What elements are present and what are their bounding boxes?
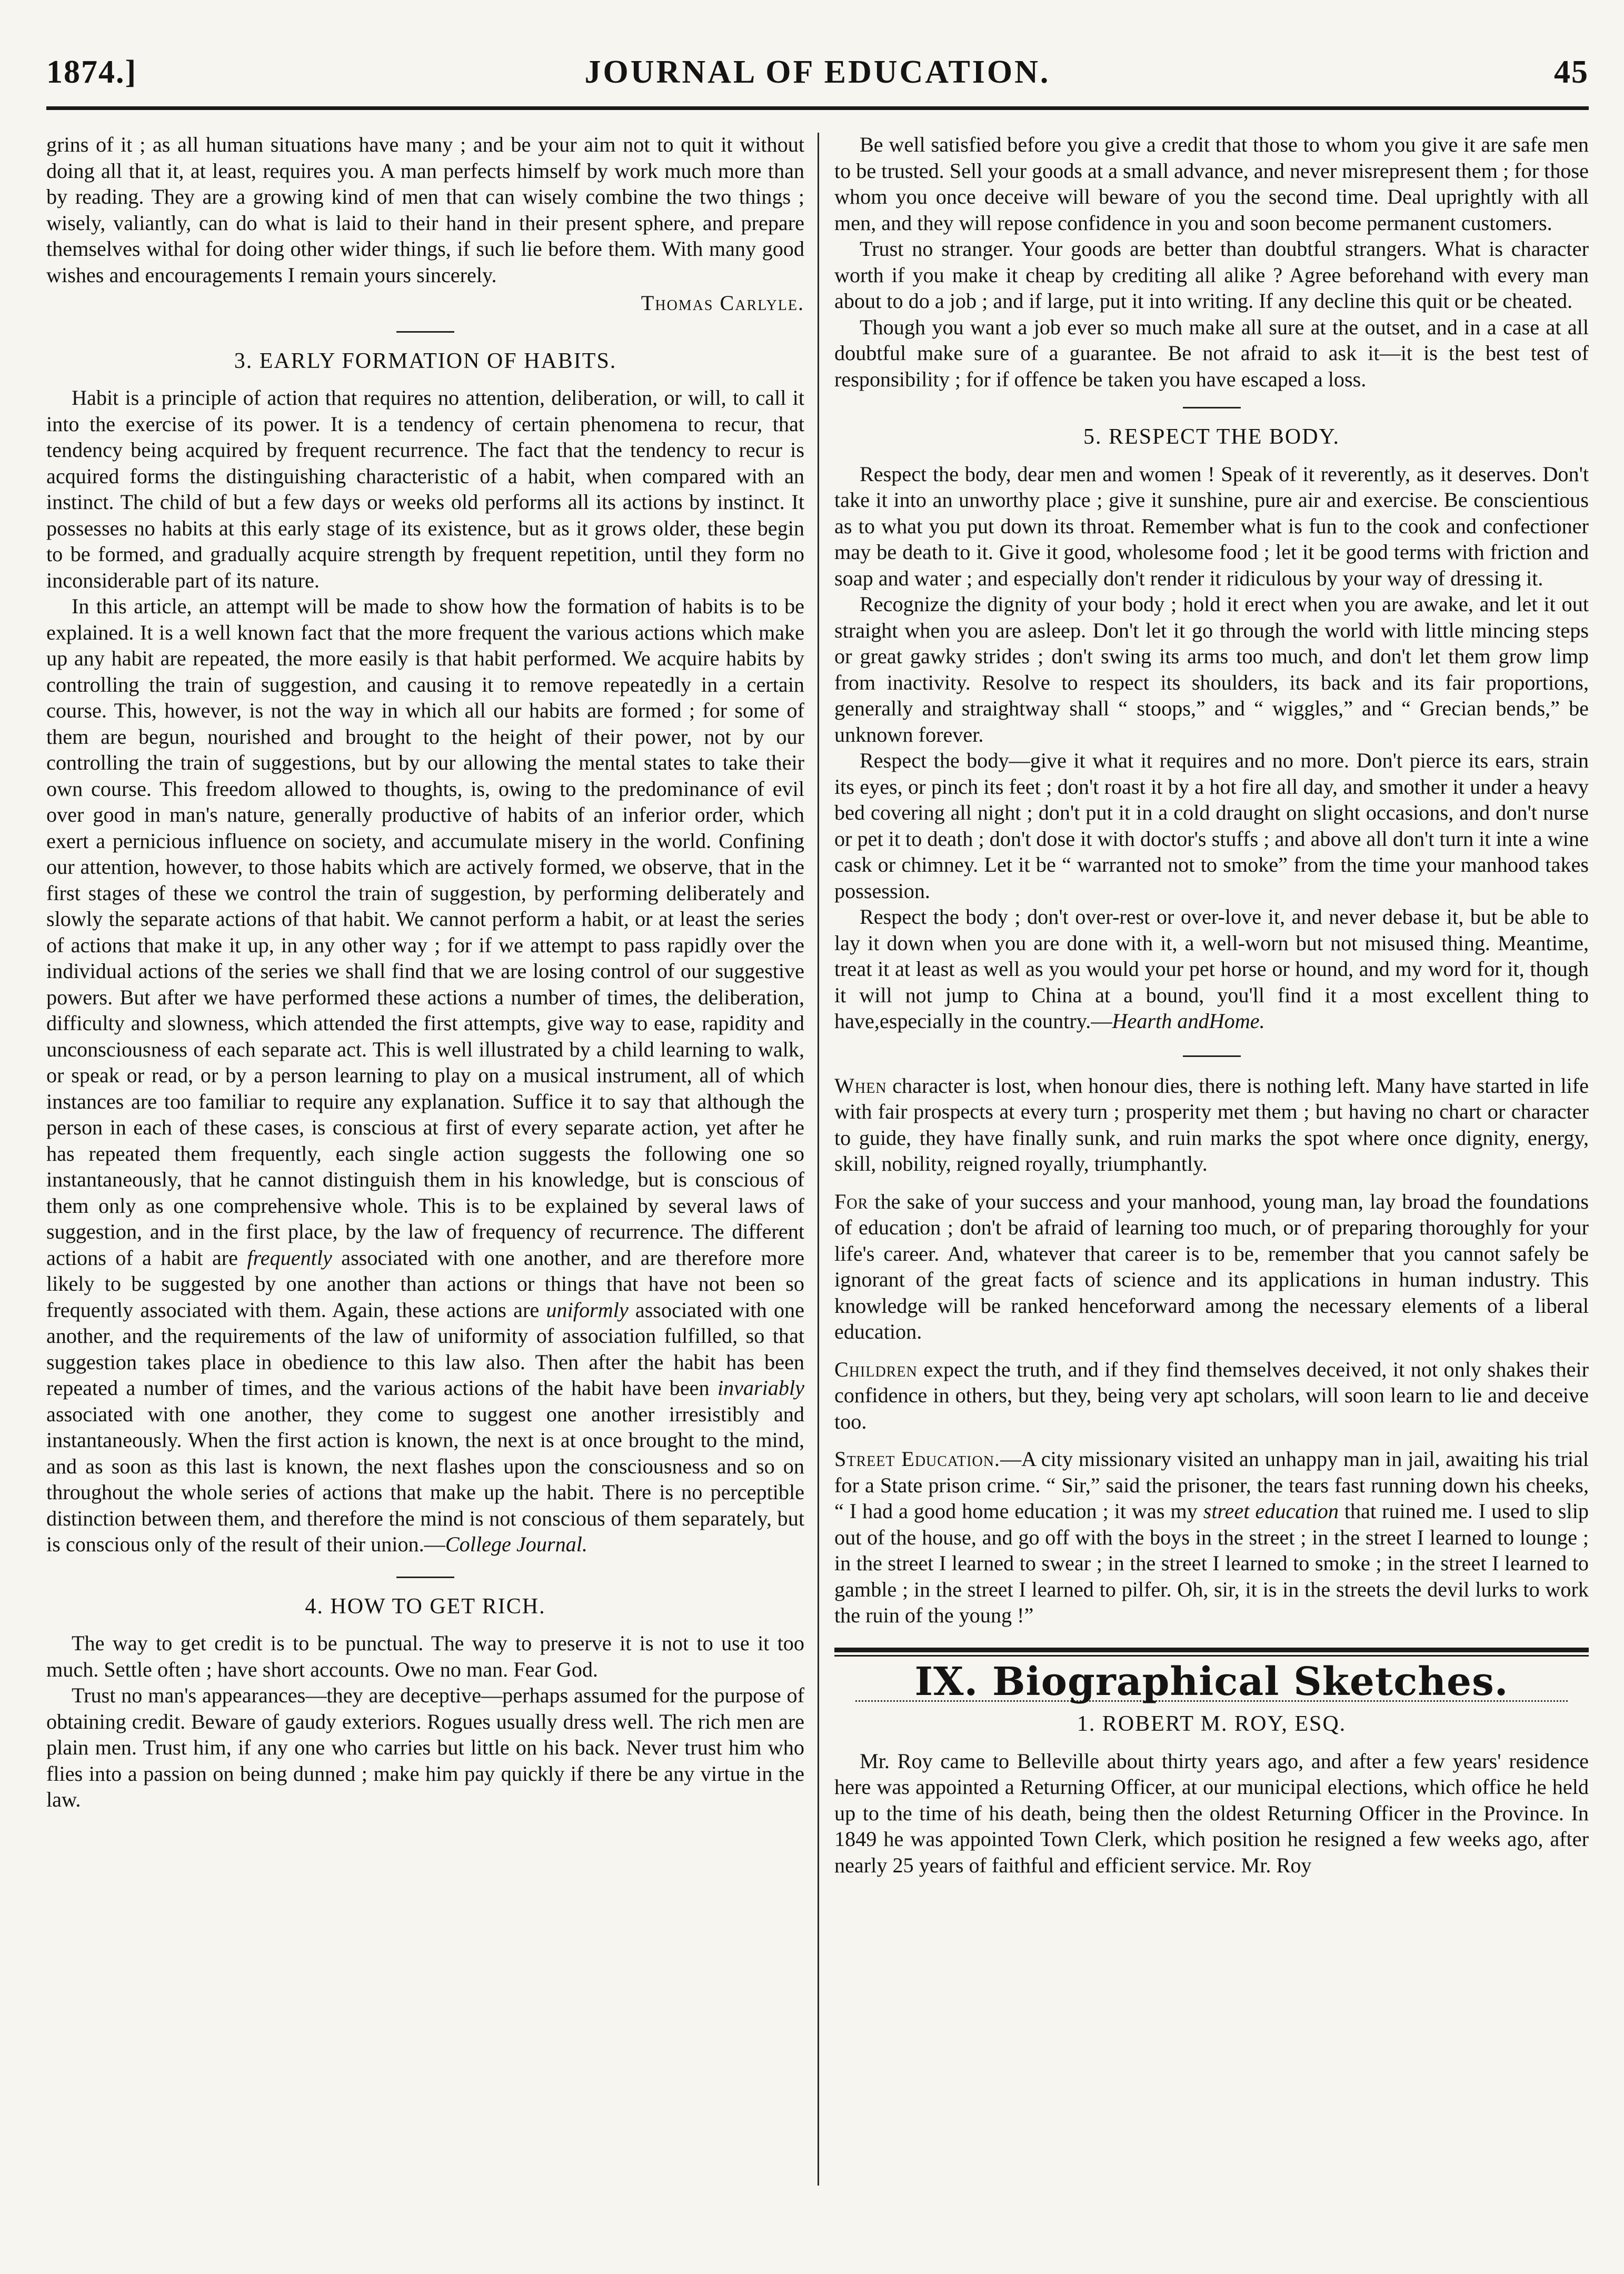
note-street-education: Street Education.—A city missionary visited an unhappy man in jail, awaiting his trial for a State prison crime. “ Sir,” said the prisoner, the tears fast running down his cheeks, “ I had a good home education ; it was my street education that ruined me. I used to slip out of the house, and go off with the boys in the street ; in the street I learned to lounge ; in the street I learned to swear ; in the street I learned to smoke ; in the street I learned to gamble ; in the street I learned to pilfer. Oh, sir, it is in the streets the devil lurks to work the ruin of the young !” xyxy=(834,1447,1589,1627)
section-rule xyxy=(834,1648,1589,1657)
rich-paragraph-2: Trust no man's appearances—they are deceptive—perhaps assumed for the purpose of obtaining credit. Beware of gaudy exteriors. Rogues usually dress well. The rich men are plain men. Trust him, if any one who carries but little on his back. Never trust him who flies into a passion on being dunned ; make him pay quickly if there be any virtue in the law. xyxy=(46,1683,804,1811)
separator-rule xyxy=(396,331,454,333)
body-paragraph-1: Respect the body, dear men and women ! Speak of it reverently, as it deserves. Don't take it into an unworthy place ; give it sunshine, pure air and exercise. Be conscientious as to what you put down its throat. Remember what is fun to the cook and confectioner may be death to it. Give it good, wholesome food ; let it be good terms with friction and soap and water ; and especially don't render it ridiculous by your way of dressing it. xyxy=(834,462,1589,590)
left-column xyxy=(46,132,804,2232)
rich-paragraph-1: The way to get credit is to be punctual. The way to preserve it is not to use it too much. Settle often ; have short accounts. Owe no man. Fear God. xyxy=(46,1631,804,1681)
note-education: For the sake of your success and your manhood, young man, lay broad the foundations of education ; don't be afraid of learning too much, or of preparing thoroughly for your life's career. And, whatever that career is to be, remember that you cannot safely be ignorant of the great facts of science and its applications in human industry. This knowledge will be ranked henceforward among the necessary elements of a liberal education. xyxy=(834,1189,1589,1343)
article-title-habits: 3. EARLY FORMATION OF HABITS. xyxy=(234,348,617,373)
separator-rule xyxy=(396,1577,454,1578)
note-character: When character is lost, when honour dies, there is nothing left. Many have started in life with fair prospects at every turn ; prosperity met them ; but having no chart or character to guide, they have finally sunk, and ruin marks the spot where once dignity, energy, skill, nobility, reigned royally, triumphantly. xyxy=(834,1073,1589,1175)
habits-paragraph-1: Habit is a principle of action that requires no attention, deliberation, or will, to call it into the exercise of its power. It is a tendency of certain phenomena to recur, that tendency being acquired by frequent recurrence. The fact that the tendency to recur is acquired forms the distinguishing characteristic of a habit, when compared with an instinct. The child of but a few days or weeks old performs all its actions by instinct. It possesses no habits at this early stage of its existence, but as it grows older, these begin to be formed, and gradually acquire strength by frequent repetition, until they form no inconsiderable part of its nature. xyxy=(46,386,804,592)
separator-rule xyxy=(1183,1055,1241,1057)
short-notes xyxy=(834,1073,1589,1629)
article-title-rich: 4. HOW TO GET RICH. xyxy=(305,1594,546,1619)
roy-paragraph-1: Mr. Roy came to Belleville about thirty years ago, and after a few years' residence here was appointed a Returning Officer, at our municipal elections, which office he held up to the time of his death, being then the oldest Returning Officer in the Province. In 1849 he was appointed Town Clerk, which position he resigned a few weeks ago, after nearly 25 years of faithful and efficient service. Mr. Roy xyxy=(834,1749,1589,1877)
habits-paragraph-2: In this article, an attempt will be made to show how the formation of habits is to be explained. It is a well known fact that the more frequent the various actions which make up any habit are repeated, the more easily is that habit performed. We acquire habits by controlling the train of suggestion, and causing it to remove repeatedly in a certain course. This, however, is not the way in which all our habits are formed ; for some of them are begun, nourished and brought to the height of their power, not by our controlling the train of suggestions, but by our allowing the mental states to take their own course. This freedom allowed to thoughts, is, owing to the predominance of evil over good in man's nature, generally productive of habits of an inferior order, which exert a pernicious influence on society, and accumulate misery in the world. Confining our attention, however, to those habits which are actively formed, we observe, that in the first stages of these we control the train of suggestion, by performing deliberately and slowly the separate actions of that habit. We cannot perform a habit, or at least the series of actions that make it up, in any other way ; for if we attempt to pass rapidly over the individual actions of the series we shall find that we are losing control of our suggestive powers. But after we have performed these actions a number of times, the deliberation, difficulty and slowness, which attended the first attempts, give way to ease, rapidity and unconsciousness of each separate act. This is well illustrated by a child learning to walk, or speak or read, or by a person learning to play on a musical instrument, all of which instances are too familiar to require any explanation. Suffice it to say that although the person in each of these cases, is conscious at first of every separate action, yet after he has repeated them frequently, each single action suggests the following one so instantaneously, that he cannot distinguish them in his knowledge, but is conscious of them only as one comprehensive whole. This is to be explained by several laws of suggestion, and in the first place, by the law of frequency of recurrence. The different actions of a habit are frequently associated with one another, and are therefore more likely to be suggested by one another than actions or things that have not been so frequently associated with them. Again, these actions are uniformly associated with one another, and the requirements of the law of uniformity of association fulfilled, so that suggestion takes place in obedience to this law also. Then after the habit has been repeated a number of times, and the various actions of the habit have been invariably associated with one another, they come to suggest one another irresistibly and instantaneously. When the first action is known, the next is at once brought to the mind, and as soon as this last is known, the next flashes upon the consciousness and so on throughout the whole series of actions that make up the habit. There is no perceptible distinction between them, and therefore the mind is not conscious of them separately, but is conscious only of the result of their union.—College Journal. xyxy=(46,594,804,1556)
separator-rule xyxy=(1183,407,1241,408)
body-paragraph-3: Respect the body—give it what it requires and no more. Don't pierce its ears, strain its eyes, or pinch its feet ; don't roast it by a hot fire all day, and smother it under a heavy bed covering all night ; don't put it in a cold draught on slight occasions, and don't nurse or pet it to death ; don't dose it with doctor's stuffs ; and above all don't turn it inte a wine cask or chimney. Let it be “ warranted not to smoke” from the time your manhood takes possession. xyxy=(834,749,1589,903)
habits-source: College Journal. xyxy=(445,1532,587,1556)
carlyle-signature: Thomas Carlyle. xyxy=(641,291,804,315)
article-title-body: 5. RESPECT THE BODY. xyxy=(1083,425,1340,449)
rich-paragraph-4: Trust no stranger. Your goods are better than doubtful strangers. What is character worth if you make it cheap by crediting all alike ? Agree beforehand with every man about to do a job ; and if large, put it into writing. If any decline this quit or be cheated. xyxy=(834,237,1589,313)
carlyle-letter-end: grins of it ; as all human situations have many ; and be your aim not to quit it without doing all that it, at least, requires you. A man perfects himself by work much more than by reading. They are a growing kind of men that can wisely combine the two things ; wisely, valiantly, can do what is laid to their hand in their present sphere, and prepare themselves withal for doing other wider things, if such lie before them. With many good wishes and encouragements I remain yours sincerely. xyxy=(46,133,804,287)
header-year: 1874.] xyxy=(46,54,137,90)
note-children: Children expect the truth, and if they find themselves deceived, it not only shakes their confidence in others, but they, being very apt scholars, will soon learn to lie and deceive too. xyxy=(834,1357,1589,1433)
body-paragraph-2: Recognize the dignity of your body ; hold it erect when you are awake, and let it out straight when you are asleep. Don't let it go through the world with little mincing steps or great gawky strides ; don't swing its arms too much, and don't let them grow limp from inactivity. Resolve to respect its shoulders, its back and its fair proportions, generally and straightway shall “ stoops,” and “ wiggles,” and “ Grecian bends,” be unknown forever. xyxy=(834,592,1589,746)
section-heading: IX. Biographical Sketches. xyxy=(914,1659,1509,1704)
running-header xyxy=(46,48,1589,110)
rich-paragraph-5: Though you want a job ever so much make all sure at the outset, and in a case at all doubtful make sure of a guarantee. Be not afraid to ask it—it is the best test of responsibility ; for if offence be taken you have escaped a loss. xyxy=(834,315,1589,391)
page-number: 45 xyxy=(1554,54,1589,90)
body-source: Hearth andHome. xyxy=(1112,1009,1265,1033)
right-column xyxy=(834,132,1589,2232)
article-title-roy: 1. ROBERT M. ROY, ESQ. xyxy=(1077,1712,1347,1736)
column-divider xyxy=(818,133,819,2186)
body-paragraph-4: Respect the body ; don't over-rest or over-love it, and never debase it, but be able to lay it down when you are done with it, a well-worn but not misused thing. Meantime, treat it at least as well as you would your pet horse or hound, and my word for it, though it will not jump to China at a bound, you'll find it a most excellent thing to have,especially in the country.—Hearth andHome. xyxy=(834,905,1589,1033)
rich-paragraph-3: Be well satisfied before you give a credit that those to whom you give it are safe men to be trusted. Sell your goods at a small advance, and never misrepresent them ; for those whom you once deceive will beware of you the second time. Deal uprightly with all men, and they will repose confidence in you and soon become permanent customers. xyxy=(834,133,1589,235)
journal-title: JOURNAL OF EDUCATION. xyxy=(584,54,1051,90)
